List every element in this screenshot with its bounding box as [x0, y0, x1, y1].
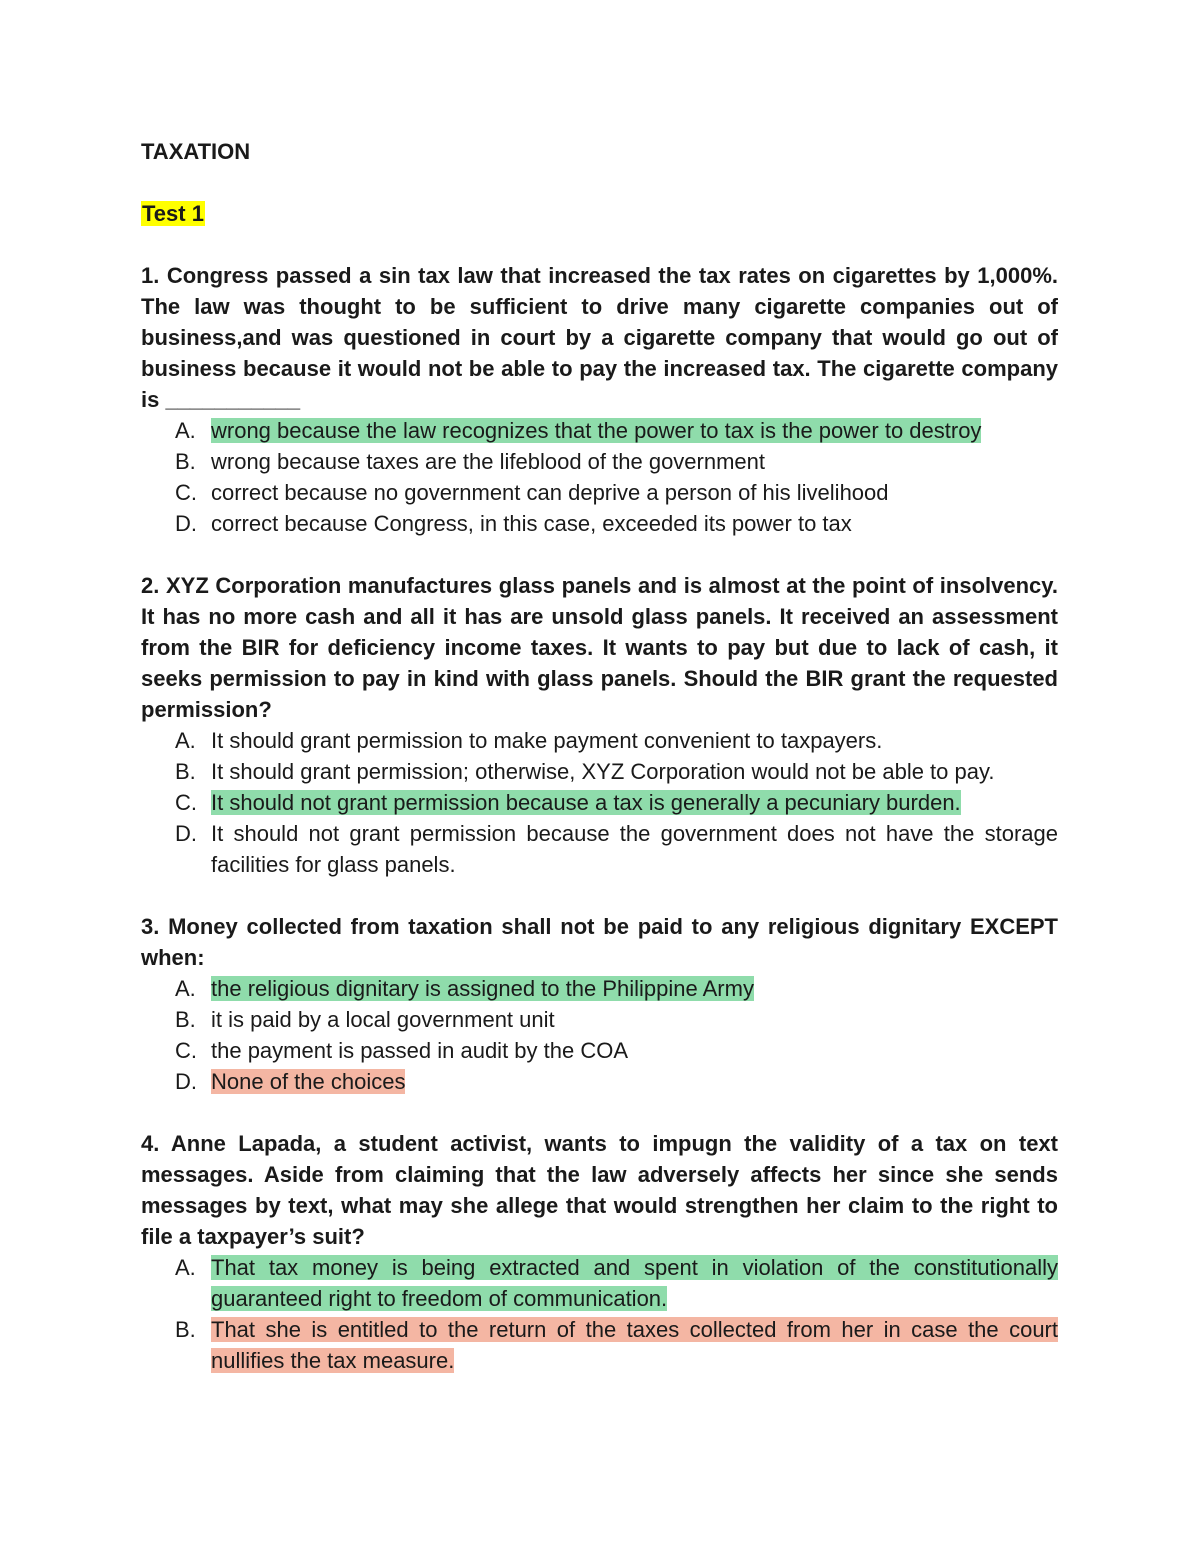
option-d [141, 818, 1058, 880]
option-text: wrong because taxes are the lifeblood of the government [211, 449, 766, 474]
option-text: It should not grant permission because the government does not have the storage facilities for glass panels. [211, 821, 1058, 877]
option-a [141, 1252, 1058, 1314]
option-b [141, 756, 1058, 787]
option-list [141, 725, 1058, 880]
option-list [141, 973, 1058, 1097]
option-letter: A. [175, 976, 196, 1001]
question-1 [141, 260, 1058, 539]
option-text: the religious dignitary is assigned to the Philippine Army [211, 976, 754, 1001]
option-letter: A. [175, 418, 196, 443]
option-letter: D. [175, 821, 197, 846]
question-3 [141, 911, 1058, 1097]
option-letter: C. [175, 480, 197, 505]
question-text: 3. Money collected from taxation shall not be paid to any religious dignitary EXCEPT when: [141, 914, 1058, 970]
question-2 [141, 570, 1058, 880]
test-label [141, 198, 1058, 229]
option-text: That tax money is being extracted and spent in violation of the constitutionally guaranteed right to freedom of communication. [211, 1255, 1058, 1311]
option-text: wrong because the law recognizes that the power to tax is the power to destroy [211, 418, 982, 443]
option-text: That she is entitled to the return of the taxes collected from her in case the court nullifies the tax measure. [211, 1317, 1058, 1373]
question-4 [141, 1128, 1058, 1376]
option-c [141, 477, 1058, 508]
option-text: It should not grant permission because a tax is generally a pecuniary burden. [211, 790, 961, 815]
question-text: 2. XYZ Corporation manufactures glass panels and is almost at the point of insolvency. It has no more cash and all it has are unsold glass panels. It received an assessment from the BIR for deficiency income taxes. It wants to pay but due to lack of cash, it seeks permission to pay in kind with glass panels. Should the BIR grant the requested permission? [141, 573, 1058, 722]
option-letter: A. [175, 728, 196, 753]
document-title: TAXATION [141, 139, 251, 164]
option-a [141, 973, 1058, 1004]
option-c [141, 1035, 1058, 1066]
option-letter: C. [175, 1038, 197, 1063]
option-letter: B. [175, 759, 196, 784]
option-letter: B. [175, 449, 196, 474]
option-letter: D. [175, 1069, 197, 1094]
option-text: correct because Congress, in this case, exceeded its power to tax [211, 511, 852, 536]
option-b [141, 446, 1058, 477]
document-page [141, 136, 1058, 1376]
option-a [141, 415, 1058, 446]
option-c [141, 787, 1058, 818]
option-text: it is paid by a local government unit [211, 1007, 555, 1032]
option-d [141, 1066, 1058, 1097]
question-text: 4. Anne Lapada, a student activist, wants to impugn the validity of a tax on text messages. Aside from claiming that the law adversely affects her since she sends messages by text, what may she allege that would strengthen her claim to the right to file a taxpayer’s suit? [141, 1131, 1058, 1249]
option-text: None of the choices [211, 1069, 406, 1094]
option-b [141, 1004, 1058, 1035]
option-letter: D. [175, 511, 197, 536]
option-d [141, 508, 1058, 539]
option-letter: A. [175, 1255, 196, 1280]
option-text: It should grant permission to make payment convenient to taxpayers. [211, 728, 883, 753]
option-text: the payment is passed in audit by the COA [211, 1038, 629, 1063]
option-text: It should grant permission; otherwise, XYZ Corporation would not be able to pay. [211, 759, 995, 784]
option-letter: C. [175, 790, 197, 815]
option-list [141, 1252, 1058, 1376]
option-letter: B. [175, 1007, 196, 1032]
question-text: 1. Congress passed a sin tax law that increased the tax rates on cigarettes by 1,000%. The law was thought to be sufficient to drive many cigarette companies out of business,and was questioned in court by a cigarette company that would go out of business because it would not be able to pay the increased tax. The cigarette company is ___________ [141, 263, 1058, 412]
option-a [141, 725, 1058, 756]
option-b [141, 1314, 1058, 1376]
test-label-text: Test 1 [142, 201, 204, 226]
option-letter: B. [175, 1317, 196, 1342]
option-text: correct because no government can deprive a person of his livelihood [211, 480, 889, 505]
option-list [141, 415, 1058, 539]
